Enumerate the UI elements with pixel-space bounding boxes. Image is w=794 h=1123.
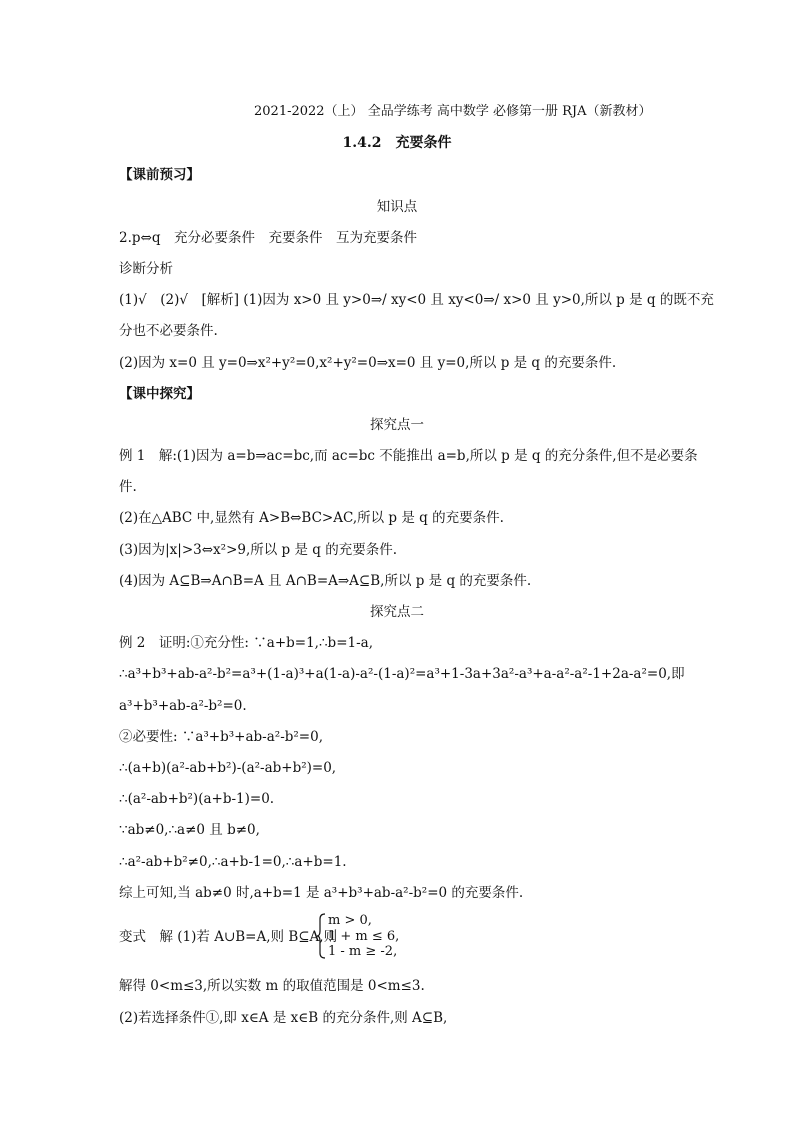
system-row: 1 - m ≥ -2, — [328, 944, 398, 959]
example2-line-6: ∴(a²-ab+b²)(a+b-1)=0. — [119, 791, 275, 807]
example1-line-1b: 件. — [119, 479, 137, 495]
example2-line-3: a³+b³+ab-a²-b²=0. — [119, 698, 247, 714]
system-row: m > 0, — [328, 913, 372, 928]
point1-heading: 探究点一 — [370, 417, 424, 433]
page-header: 2021-2022（上） 全品学练考 高中数学 必修第一册 RJA（新教材） — [254, 104, 652, 119]
system-row: 1 + m ≤ 6, — [328, 928, 400, 944]
example2-line-4: ②必要性: ∵a³+b³+ab-a²-b²=0, — [119, 729, 323, 745]
knowledge-line-2: 2.p⇔q 充分必要条件 充要条件 互为充要条件 — [119, 230, 417, 246]
left-brace-icon — [316, 913, 326, 959]
example2-line-5: ∴(a+b)(a²-ab+b²)-(a²-ab+b²)=0, — [119, 760, 337, 776]
preview-heading: 【课前预习】 — [119, 167, 200, 183]
diagnosis-line-1b: 分也不必要条件. — [119, 323, 218, 339]
example2-line-1: 例 2 证明:①充分性: ∵a+b=1,∴b=1-a, — [119, 635, 373, 651]
variant-line-3: (2)若选择条件①,即 x∈A 是 x∈B 的充分条件,则 A⊆B, — [119, 1010, 448, 1026]
diagnosis-line-2: (2)因为 x=0 且 y=0⇒x²+y²=0,x²+y²=0⇒x=0 且 y=0,所以 p 是 q 的充要条件. — [119, 355, 617, 371]
example2-conclusion: 综上可知,当 ab≠0 时,a+b=1 是 a³+b³+ab-a²-b²=0 的充要条件. — [119, 885, 524, 901]
example2-line-2: ∴a³+b³+ab-a²-b²=a³+(1-a)³+a(1-a)-a²-(1-a)²=a³+1-3a+3a²-a³+a-a²-a²-1+2a-a²=0,即 — [119, 666, 685, 682]
example1-line-2: (2)在△ABC 中,显然有 A>B⇔BC>AC,所以 p 是 q 的充要条件. — [119, 510, 504, 526]
example1-line-4: (4)因为 A⊆B⇒A∩B=A 且 A∩B=A⇒A⊆B,所以 p 是 q 的充要条件. — [119, 573, 532, 589]
example1-line-1: 例 1 解:(1)因为 a=b⇒ac=bc,而 ac=bc 不能推出 a=b,所以 p 是 q 的充分条件,但不是必要条 — [119, 448, 698, 464]
inequality-system — [316, 913, 399, 959]
section-title: 1.4.2 充要条件 — [342, 135, 452, 151]
explore-heading: 【课中探究】 — [119, 386, 200, 402]
point2-heading: 探究点二 — [370, 604, 424, 620]
example2-line-7: ∵ab≠0,∴a≠0 且 b≠0, — [119, 822, 260, 838]
diagnosis-heading: 诊断分析 — [119, 261, 173, 277]
variant-line-2: 解得 0<m≤3,所以实数 m 的取值范围是 0<m≤3. — [119, 978, 425, 994]
diagnosis-line-1: (1)√ (2)√ [解析] (1)因为 x>0 且 y>0⇒/ xy<0 且 xy<0⇒/ x>0 且 y>0,所以 p 是 q 的既不充 — [119, 292, 714, 308]
example2-line-8: ∴a²-ab+b²≠0,∴a+b-1=0,∴a+b=1. — [119, 854, 347, 870]
knowledge-heading: 知识点 — [376, 199, 418, 215]
variant-lead: 变式 解 (1)若 A∪B=A,则 B⊆A,则 — [119, 929, 338, 945]
example1-line-3: (3)因为|x|>3⇔x²>9,所以 p 是 q 的充要条件. — [119, 542, 398, 558]
